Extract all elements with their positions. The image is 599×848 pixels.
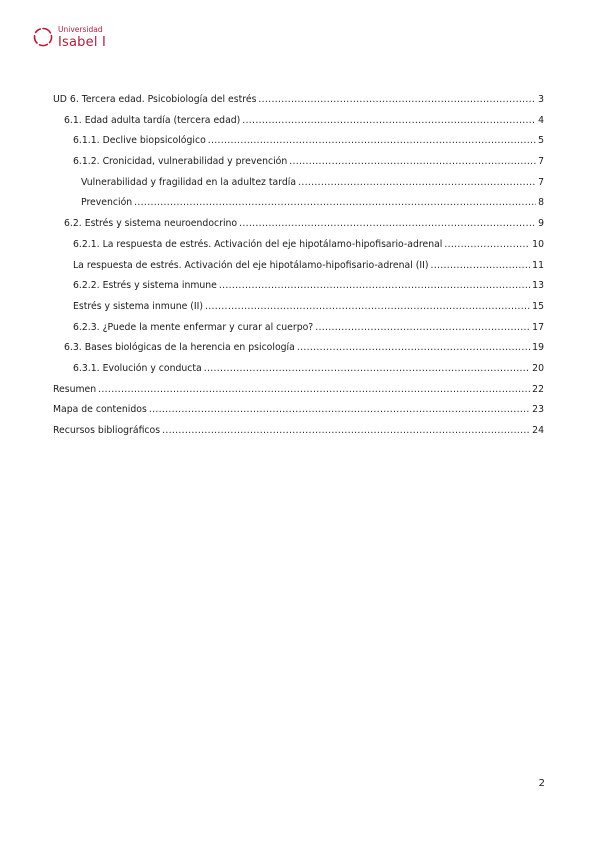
toc-entry-page[interactable]: 5 bbox=[538, 135, 544, 147]
toc-entry-title[interactable]: 6.1.1. Declive biopsicológico bbox=[73, 135, 206, 147]
logo-ring-icon bbox=[32, 26, 54, 48]
toc-leader-dots bbox=[298, 177, 536, 188]
toc-entry[interactable] bbox=[53, 342, 544, 363]
toc-entry-page[interactable]: 9 bbox=[538, 218, 544, 230]
toc-entry-page[interactable]: 23 bbox=[532, 404, 544, 416]
table-of-contents bbox=[53, 94, 544, 446]
toc-entry-page[interactable]: 13 bbox=[532, 280, 544, 292]
toc-entry[interactable] bbox=[53, 404, 544, 425]
toc-entry-page[interactable]: 7 bbox=[538, 176, 544, 188]
toc-entry-title[interactable]: Estrés y sistema inmune (II) bbox=[73, 300, 204, 312]
toc-entry-title[interactable]: 6.2. Estrés y sistema neuroendocrino bbox=[64, 218, 238, 230]
page-number: 2 bbox=[538, 778, 545, 789]
toc-entry[interactable] bbox=[53, 197, 544, 218]
toc-entry-page[interactable]: 10 bbox=[532, 238, 544, 250]
toc-entry[interactable] bbox=[53, 177, 544, 198]
toc-entry[interactable] bbox=[53, 218, 544, 239]
toc-entry-title[interactable]: 6.2.3. ¿Puede la mente enfermar y curar al cuerpo? bbox=[73, 321, 314, 333]
toc-entry-title[interactable]: Mapa de contenidos bbox=[53, 404, 147, 416]
toc-entry-page[interactable]: 17 bbox=[532, 321, 544, 333]
toc-entry[interactable] bbox=[53, 135, 544, 156]
toc-leader-dots bbox=[242, 115, 536, 126]
toc-entry[interactable] bbox=[53, 260, 544, 281]
toc-leader-dots bbox=[208, 135, 536, 146]
toc-leader-dots bbox=[204, 363, 530, 374]
toc-leader-dots bbox=[205, 301, 530, 312]
toc-entry-title[interactable]: Recursos bibliográficos bbox=[53, 425, 161, 436]
toc-leader-dots bbox=[239, 218, 536, 229]
university-logo bbox=[32, 26, 106, 49]
toc-leader-dots bbox=[162, 425, 530, 436]
toc-entry[interactable] bbox=[53, 280, 544, 301]
toc-leader-dots bbox=[219, 280, 530, 291]
toc-entry-title[interactable]: 6.3.1. Evolución y conducta bbox=[73, 362, 202, 374]
toc-leader-dots bbox=[297, 342, 530, 353]
toc-entry[interactable] bbox=[53, 384, 544, 405]
toc-entry[interactable] bbox=[53, 94, 544, 115]
toc-entry-title[interactable]: UD 6. Tercera edad. Psicobiología del estrés bbox=[53, 94, 257, 105]
toc-entry-title[interactable]: 6.1.2. Cronicidad, vulnerabilidad y prevención bbox=[73, 156, 288, 168]
toc-entry-page[interactable]: 15 bbox=[532, 300, 544, 312]
toc-entry-title[interactable]: La respuesta de estrés. Activación del eje hipotálamo-hipofisario-adrenal (II) bbox=[73, 259, 429, 271]
toc-entry-page[interactable]: 20 bbox=[532, 362, 544, 374]
toc-entry-page[interactable]: 8 bbox=[538, 197, 544, 209]
toc-entry-page[interactable]: 22 bbox=[532, 383, 544, 395]
toc-leader-dots bbox=[444, 239, 530, 250]
toc-leader-dots bbox=[149, 404, 530, 415]
toc-leader-dots bbox=[431, 260, 531, 271]
toc-entry-title[interactable]: 6.1. Edad adulta tardía (tercera edad) bbox=[64, 114, 241, 126]
toc-entry[interactable] bbox=[53, 363, 544, 384]
toc-entry-title[interactable]: 6.2.1. La respuesta de estrés. Activación del eje hipotálamo-hipofisario-adrenal bbox=[73, 238, 443, 250]
toc-entry-title[interactable]: Vulnerabilidad y fragilidad en la adultez tardía bbox=[81, 176, 297, 188]
logo-university-label: Universidad bbox=[58, 25, 103, 34]
toc-entry-title[interactable]: Resumen bbox=[53, 383, 97, 395]
toc-entry-page[interactable]: 19 bbox=[532, 342, 544, 354]
toc-entry[interactable] bbox=[53, 425, 544, 446]
toc-entry-page[interactable]: 24 bbox=[532, 425, 544, 436]
toc-leader-dots bbox=[289, 156, 536, 167]
toc-leader-dots bbox=[315, 322, 530, 333]
toc-leader-dots bbox=[134, 197, 536, 208]
toc-entry[interactable] bbox=[53, 301, 544, 322]
toc-entry-page[interactable]: 11 bbox=[532, 259, 544, 271]
logo-name-label: Isabel I bbox=[58, 34, 107, 50]
toc-entry-page[interactable]: 7 bbox=[538, 156, 544, 168]
toc-entry-title[interactable]: 6.3. Bases biológicas de la herencia en psicología bbox=[64, 342, 295, 354]
toc-entry[interactable] bbox=[53, 156, 544, 177]
toc-entry-page[interactable]: 4 bbox=[538, 114, 544, 126]
toc-entry[interactable] bbox=[53, 239, 544, 260]
toc-entry[interactable] bbox=[53, 115, 544, 136]
toc-entry-title[interactable]: 6.2.2. Estrés y sistema inmune bbox=[73, 280, 217, 292]
toc-leader-dots bbox=[98, 384, 530, 395]
toc-entry-page[interactable]: 3 bbox=[538, 94, 544, 105]
toc-entry-title[interactable]: Prevención bbox=[81, 197, 133, 209]
toc-entry[interactable] bbox=[53, 322, 544, 343]
toc-leader-dots bbox=[258, 94, 536, 105]
